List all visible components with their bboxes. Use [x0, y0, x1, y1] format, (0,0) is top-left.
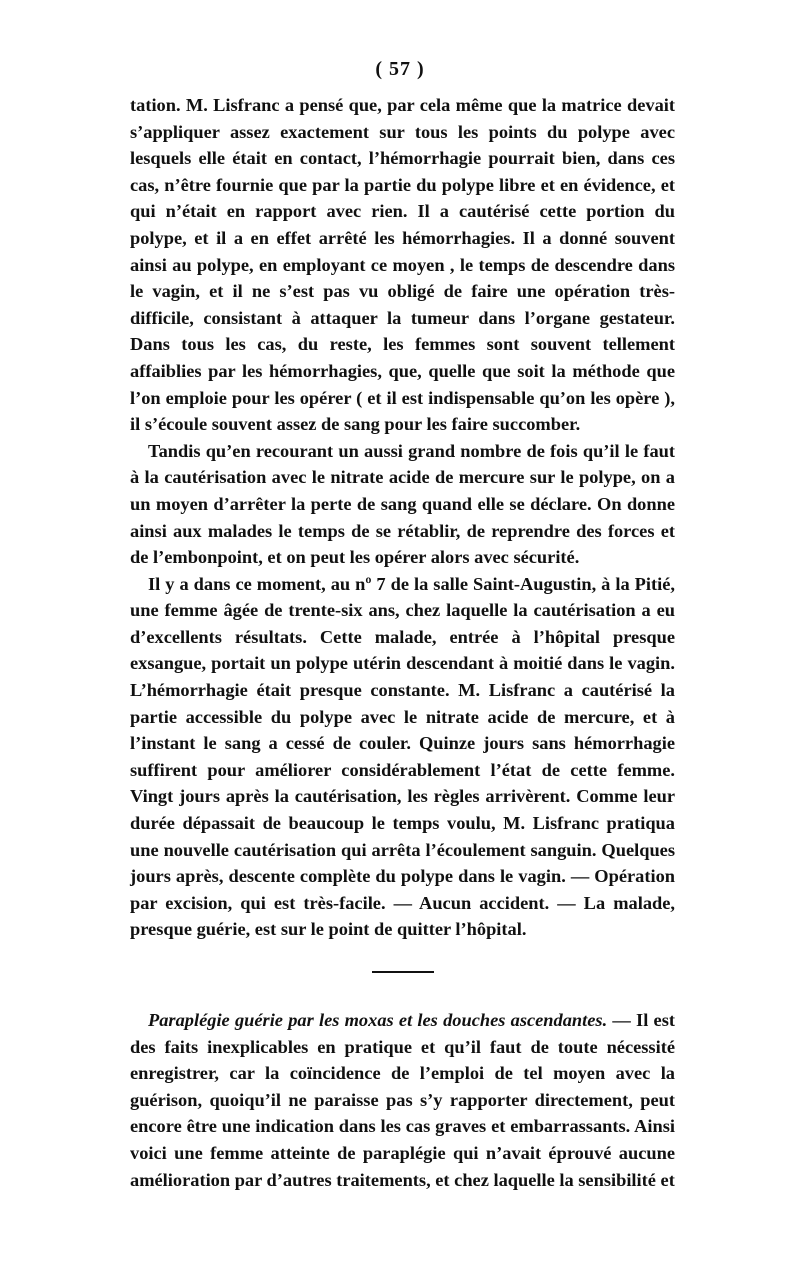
page-body: [130, 92, 675, 1193]
paragraph-cauterization: Tandis qu’en recourant un aussi grand nombre de fois qu’il le faut à la cautérisation avec le nitrate acide de mercure sur le polype, on a un moyen d’arrêter la perte de sang quand elle se déclare. On donne ainsi aux malades le temps de se rétablir, de reprendre des forces et de l’embonpoint, et on peut les opérer alors avec sécurité.: [130, 440, 675, 568]
section-divider: [372, 971, 434, 973]
paragraph-paraplegia: [130, 1007, 675, 1193]
paragraph-continuation: tation. M. Lisfranc a pensé que, par cela même que la matrice devait s’appliquer assez exactement sur tous les points du polype avec lesquels elle était en contact, l’hémorrhagie pourrait bien, dans ces cas, n’être fournie que par la partie du polype libre et en évidence, et qui n’était en rapport avec rien. Il a cautérisé cette portion du polype, et il a en effet arrêté les hémorrhagies. Il a donné souvent ainsi au polype, en employant ce moyen , le temps de descendre dans le vagin, et il ne s’est pas vu obligé de faire une opération très-difficile, consistant à attaquer la tumeur dans l’organe gestateur. Dans tous les cas, du reste, les femmes sont souvent tellement affaiblies par les hémorrhagies, que, quelle que soit la méthode que l’on emploie pour les opérer ( et il est indispensable qu’on les opère ), il s’écoule souvent assez de sang pour les faire succomber.: [130, 95, 675, 435]
page-number: ( 57 ): [375, 58, 425, 80]
paragraph-case-report: Il y a dans ce moment, au nº 7 de la salle Saint-Augustin, à la Pitié, une femme âgée de trente-six ans, chez laquelle la cautérisation a eu d’excellents résultats. Cette malade, entrée à l’hôpital presque exsangue, portait un polype utérin descendant à moitié dans le vagin. L’hémorrhagie était presque constante. M. Lisfranc a cautérisé la partie accessible du polype avec le nitrate acide de mercure, et à l’instant le sang a cessé de couler. Quinze jours sans hémorrhagie suffirent pour améliorer considérablement l’état de cette femme. Vingt jours après la cautérisation, les règles arrivèrent. Comme leur durée dépassait de beaucoup le temps voulu, M. Lisfranc pratiqua une nouvelle cautérisation qui arrêta l’écoulement sanguin. Quelques jours après, descente complète du polype dans le vagin. — Opération par excision, qui est très-facile. — Aucun accident. — La malade, presque guérie, est sur le point de quitter l’hôpital.: [130, 573, 675, 940]
section-title: Paraplégie guérie par les moxas et les douches ascendantes.: [148, 1010, 608, 1030]
section-text: — Il est des faits inexplicables en pratique et qu’il faut de toute nécessité enregistrer, car la coïncidence de l’emploi de tel moyen avec la guérison, quoiqu’il ne paraisse pas s’y rapporter directement, peut encore être une indication dans les cas graves et embarrassants. Ainsi voici une femme atteinte de paraplégie qui n’avait éprouvé aucune amélioration par d’autres traitements, et chez laquelle la sensibilité et: [130, 1010, 675, 1190]
